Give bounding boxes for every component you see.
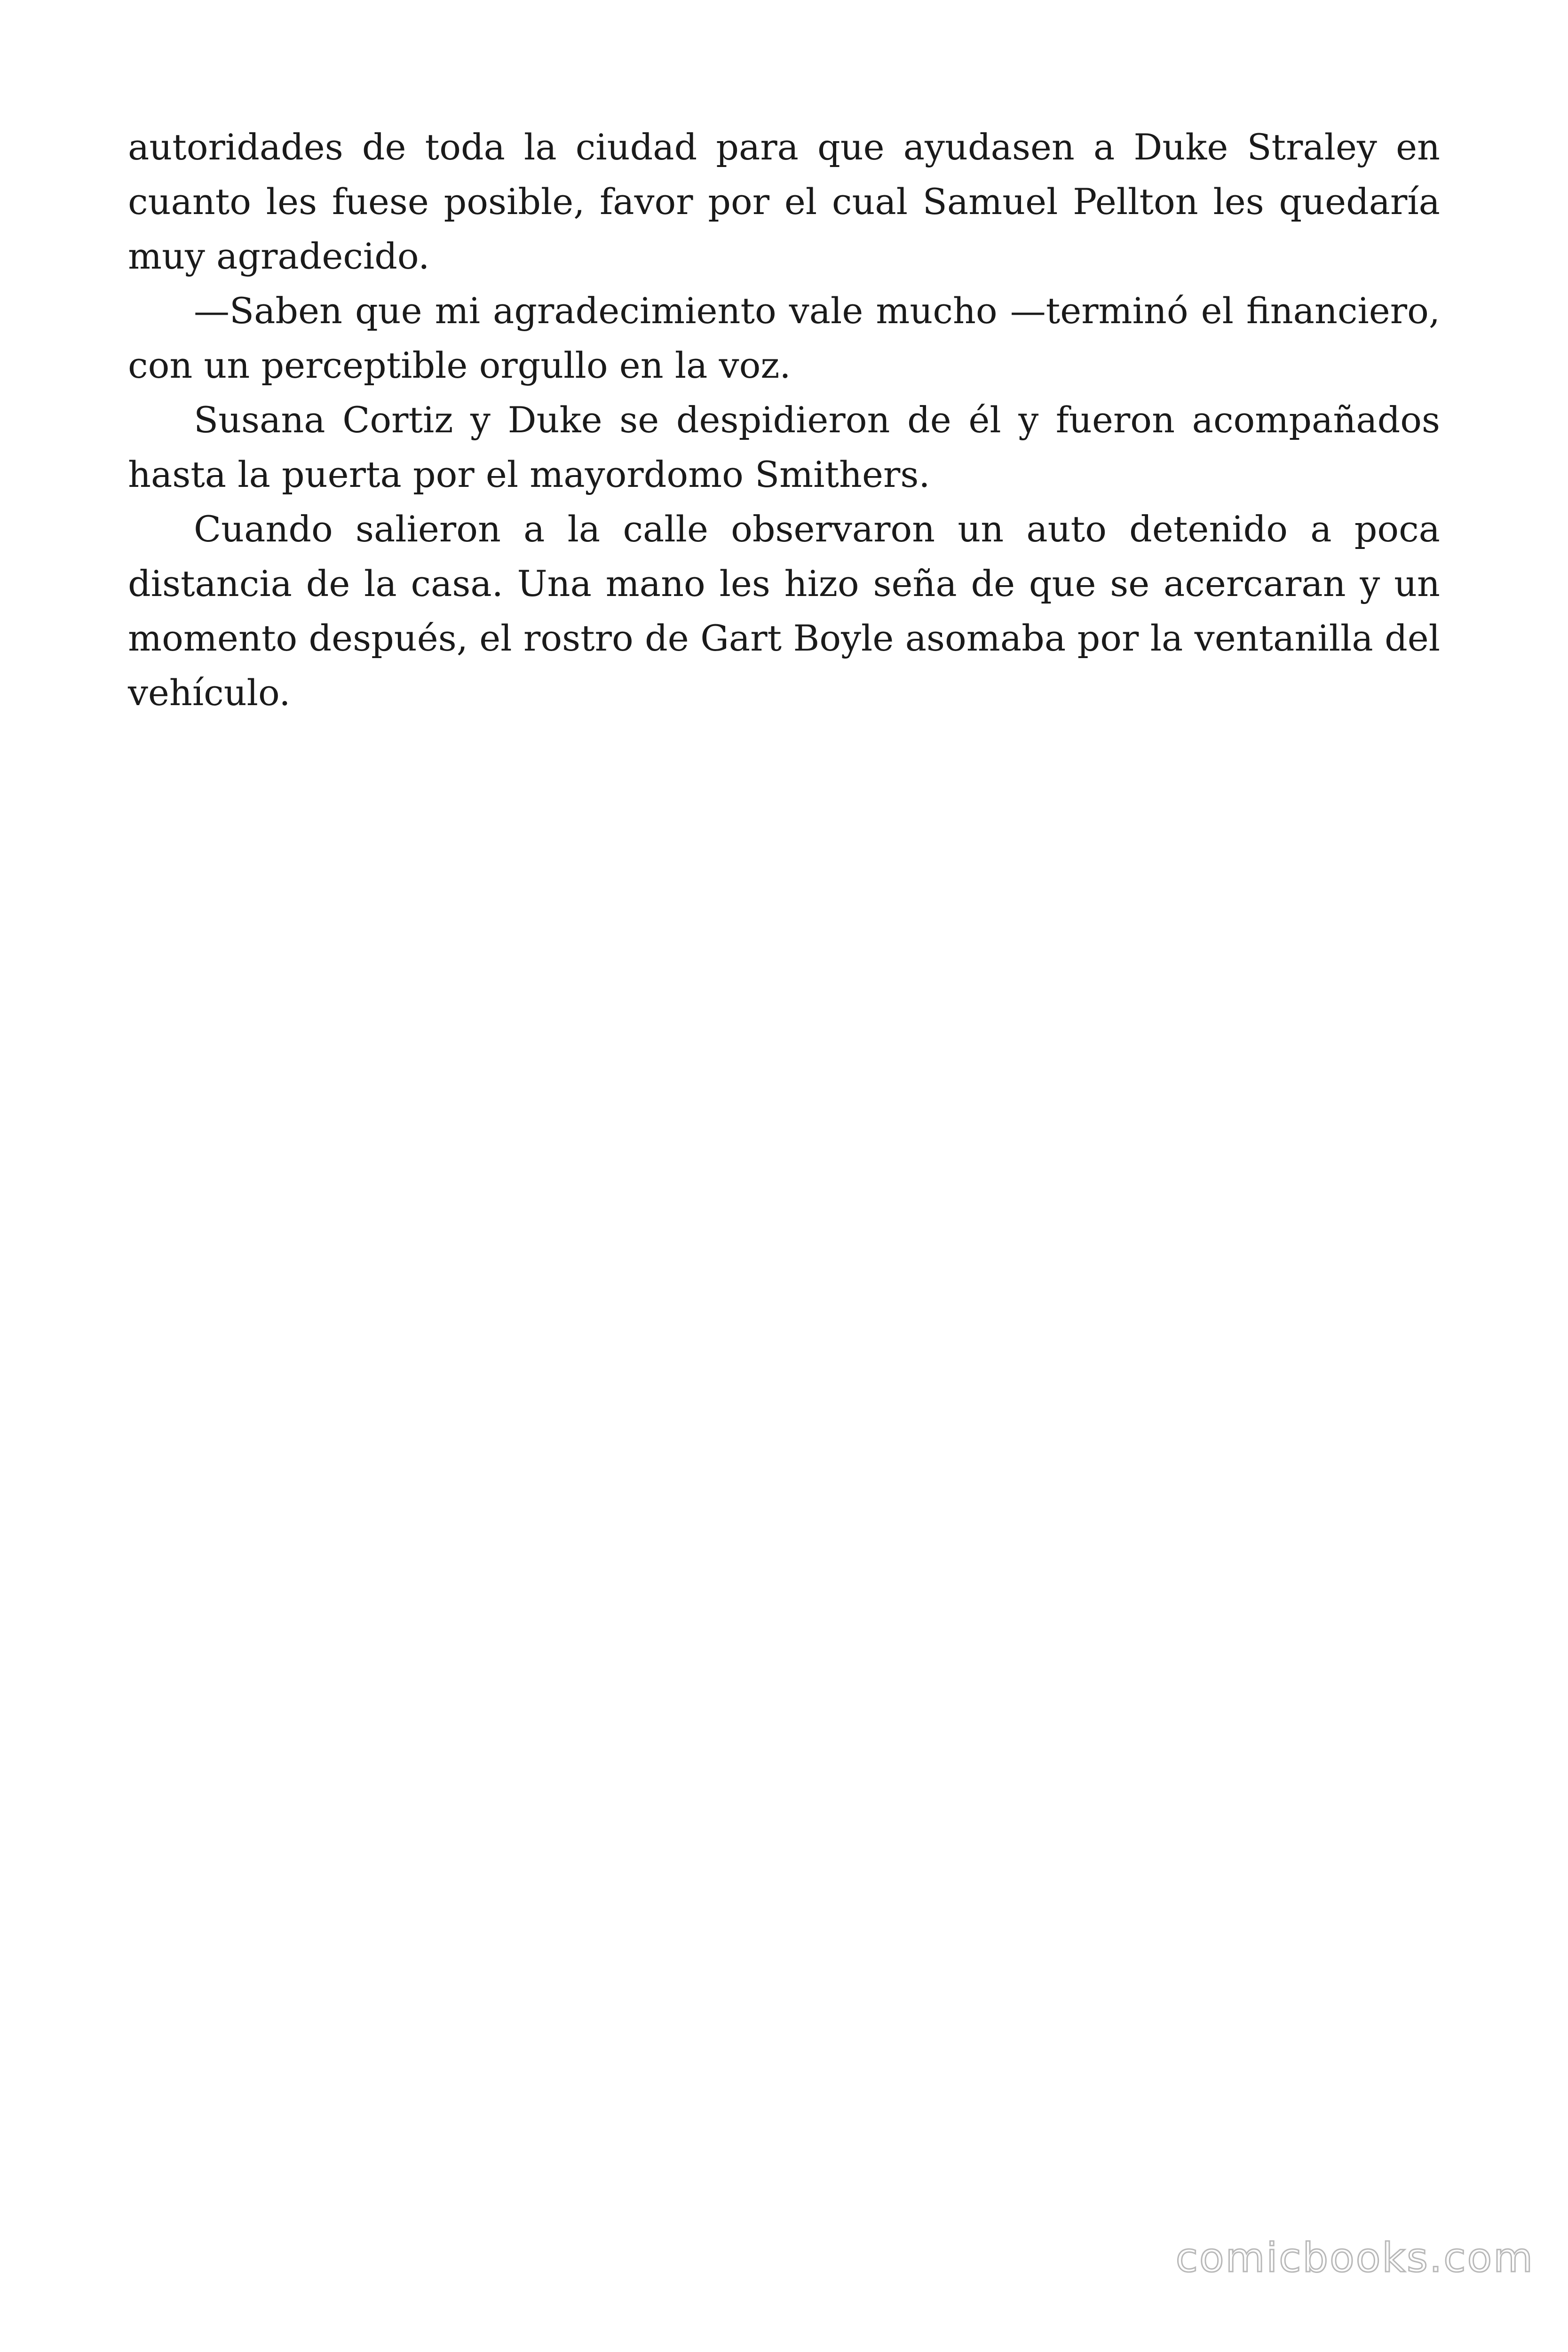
site-watermark: comicbooks.com: [1175, 2234, 1534, 2281]
paragraph-street: Cuando salieron a la calle observaron un auto detenido a poca distancia de la casa. Una mano les hizo seña de que se acercaran y un momento después, el rostro de Gart Boyle asomaba por la ventanilla del vehículo.: [128, 508, 1440, 714]
paragraph-farewell: Susana Cortiz y Duke se despidieron de él y fueron acompañados hasta la puerta por el mayordomo Smithers.: [128, 399, 1440, 495]
paragraph-dialogue: —Saben que mi agradecimiento vale mucho —terminó el financiero, con un perceptible orgullo en la voz.: [128, 290, 1440, 386]
paragraph-continuation: autoridades de toda la ciudad para que ayudasen a Duke Straley en cuanto les fuese posible, favor por el cual Samuel Pellton les quedaría muy agradecido.: [128, 126, 1440, 277]
body-text: [128, 120, 1440, 720]
